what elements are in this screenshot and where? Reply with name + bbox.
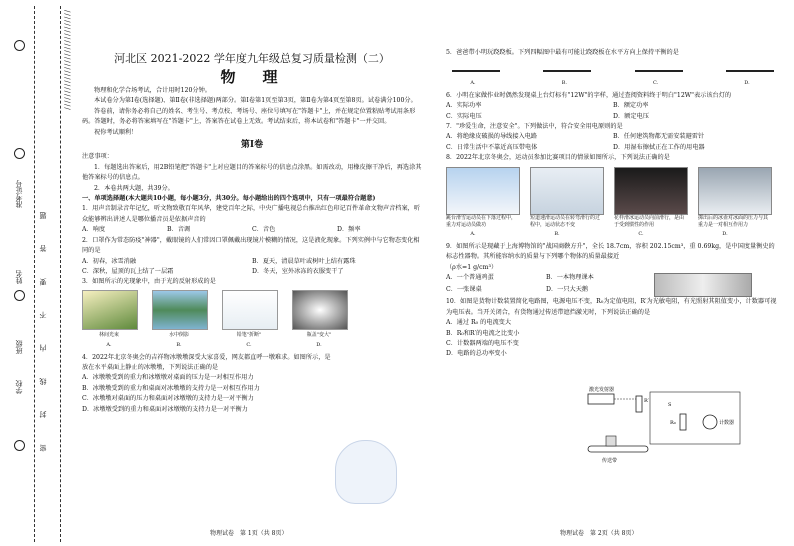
figure-label: A. [470,80,476,87]
seesaw-image [720,62,780,78]
exam-title: 河北区 2021-2022 学年度九年级总复习质量检测（二） [114,52,390,65]
diagram-label: 计数器 [719,420,735,426]
question-stem: 7．"珍爱生命，注意安全"。下列做法中，符合安全用电原则的是 [446,123,623,131]
option: D．一只大天鹅 [546,286,589,294]
diagram-label: R₀ [670,420,676,426]
question-stem: 8．2022年北京冬奥会，运动员参加比赛项目的情景如图所示，下列说法正确的是 [446,154,670,162]
option: C．计数器两端的电压不变 [446,339,519,347]
caption: 掷出后的冰壶对冰面的压力与其重力是一对相互作用力 [698,214,769,228]
binding-hole [14,290,25,301]
diagram-label: S [668,402,672,408]
figure-label: C. [246,342,252,349]
right-column [446,48,780,360]
caption: 瓶盖"变大" [306,331,332,338]
option: C．音色 [252,226,276,234]
option: A．响度 [82,226,106,234]
option: A．一个普通鸡蛋 [446,274,494,282]
option: D．电路的总功率变小 [446,350,507,358]
option: B．夏天，清晨草叶或树叶上结有露珠 [252,257,356,265]
notes-heading: 注意事项： [82,153,113,161]
caption: 短道速滑运动员在转弯滑行的过程中，运动状态不变 [530,214,601,228]
diagram-label: 激光发射器 [589,387,615,393]
seesaw-figures [446,62,780,88]
option: D．冰墩墩受到的重力和桌面对冰墩墩的支持力是一对平衡力 [82,405,248,413]
option: A．实际功率 [446,102,482,110]
photoresistor [636,396,642,412]
density-note: （ρ水=1 g/cm³） [446,263,498,271]
figure-label: B. [554,230,560,237]
option: B．R₀和R′的电流之比变小 [446,329,520,337]
option: C．实际电压 [446,112,482,120]
intro-line: 祝你考试顺利！ [94,128,138,136]
speed-skating-photo [530,167,604,215]
section-heading: 一、单项选择题(本大题共10小题，每小题3分，共30分。每小题给出的四个选项中，只有一项最符合题意) [82,195,376,203]
option: A．初春，冰雪消融 [82,257,136,265]
diagram-label: 传送带 [602,458,618,464]
option: B．冰墩墩受到的重力和桌面对冰墩墩的支持力是一对相互作用力 [82,384,260,392]
figure-label: D. [722,230,728,237]
subject-title: 物 理 [220,68,284,86]
options [446,132,780,153]
option: D．频率 [337,226,361,234]
circuit-wire [650,392,740,444]
forest-light-image [82,290,138,330]
option: D．用湿布擦拭正在工作的用电器 [613,143,705,151]
options [446,101,780,122]
option: B．一本物理课本 [546,274,594,282]
intro-line: 物理和化学合场考试，合计用时120分钟。 [94,87,211,94]
options [82,225,422,235]
ski-jump-photo [446,167,520,215]
olympic-photos [446,167,780,239]
caption: 花样滑冰运动员向前滑行，是由于受到惯性的作用 [614,214,685,228]
fixed-resistor [680,414,686,430]
figure-skating-photo [614,167,688,215]
question-stem: 9．如图所示是现藏于上海博物馆的"战国商鞅方升"，全长 18.7cm，容积 202.15cm³，重 0.69kg，是中国度量衡史的标志性器物。其所能容纳水的质量与下列哪个物体的质量最接近 [446,243,775,261]
school-label: 学校 [15,380,23,394]
counter-circuit-diagram [588,387,748,468]
question-stem: 5．爸爸带小明玩跷跷板。下列四幅图中最有可能让跷跷板在水平方向上保持平衡的是 [446,49,679,56]
seal-text: 密 封 线 内 不 要 答 题 [39,200,47,452]
figure-label: C. [638,230,644,237]
binding-strip [0,0,72,546]
option: B．音调 [167,226,191,234]
intro-line: 本试卷分为第Ⅰ卷(选择题)、第Ⅱ卷(非选择题)两部分。第Ⅰ卷第1页至第3页，第Ⅱ卷为第4页至第8页。试卷满分100分。 [94,97,417,105]
shang-yang-vessel-image [654,273,752,297]
laser-emitter [588,394,614,404]
reflection-image [152,290,208,330]
options [82,257,422,278]
question-stem: 6．小明在家做作业时偶然发现桌上台灯标有"12W"的字样，通过查阅资料终于明白"12W"表示该台灯的 [446,91,732,99]
note-item: 1．每题选出答案后，用2B铅笔把"答题卡"上对应题目的答案标号的信息点涂黑。如需改动，用橡皮擦干净后，再选涂其他答案标号的信息点。 [82,163,422,182]
figure-label: A. [106,342,112,349]
diagram-label: R′ [644,398,649,404]
option: A．冰墩墩受到的重力和冰墩墩对桌面的压力是一对相互作用力 [82,374,254,382]
page-footer: 物理试卷 第 2页（共 8页） [560,530,638,537]
magnifier-image [292,290,348,330]
part-heading: 第Ⅰ卷 [240,140,264,151]
seal-line [34,6,35,542]
figure-label: B. [176,342,182,349]
question-stem: 1．用声音制录音年记忆，听文物致敬百年风华，建党百年之际，中央广播电视总台推出红色印记百件革命文物声音档案，听众能够辨出讲述人是哪位播音员是依据声音的 [82,205,421,223]
seesaw-image [629,62,689,78]
q10-options [446,318,582,360]
class-label: 班级 [15,340,23,354]
cargo-box [606,436,616,446]
figure-label: D. [316,342,322,349]
question-stem: 3．如图所示的光现象中，由于光的反射形成的是 [82,278,216,286]
question-stem: 4．2022年北京冬奥会的吉祥物冰墩墩深受大家喜爱，网友都直呼一墩难求。如图所示，是放在水平桌面上静止的冰墩墩，下列说法正确的是 [82,353,331,371]
figure-label: D. [744,80,750,87]
left-column [82,86,422,415]
q9-body [446,273,780,297]
options [446,273,646,297]
binding-hole [14,148,25,159]
binding-hole [14,40,25,51]
caption: 水中倒影 [168,331,189,338]
seesaw-image [537,62,597,78]
option: D．额定电压 [613,112,649,120]
option: A．将绝缘皮破损的导线接入电路 [446,133,538,141]
option: B．额定功率 [613,102,649,110]
conveyor-belt [588,446,648,452]
curling-photo [698,167,772,215]
seal-line-inner [60,6,61,542]
intro-line: 答卷前，请你务必将自己的姓名、考生号、考点校、考场号、座位号填写在"答题卡"上，并在规定位置粘贴考试用条形码。答题时，务必将答案填写在"答题卡"上，答案答在试卷上无效。考试结束后，将本试卷和"答题卡"一并交回。 [82,107,416,126]
question-stem: 2．口罩作为常态防疫"神器"，戴眼镜的人们常因口罩佩戴出现镜片模糊的情况，这是液化现象。下列实例中与它物态变化相同的是 [82,236,420,255]
caption: 林间光束 [98,331,119,338]
option: A．通过 R₀ 的电流变大 [446,319,512,327]
option: C．一张课桌 [446,286,482,294]
slash-border: ////////////////////////////// [63,10,71,111]
option: D．冬天，室外冰冻的衣服变干了 [252,267,344,275]
figure-label: C. [653,80,659,87]
figure-row [82,290,422,351]
option: B．任何建筑物都无需安装避雷针 [613,133,705,141]
binding-hole [14,440,25,451]
exam-number-label: 准考证号 [15,180,23,208]
question-stem: 10．如图是货物计数装置简化电路图，电源电压不变，R₀为定值电阻，R′为光敏电阻，有光照射其阻值变小，计数器可视为电压表。当开关闭合，有货物通过传送带遮挡激光时，下列说法正确的是 [446,298,777,316]
caption: 跳台滑雪运动员在下落过程中，重力对运动员做功 [446,214,517,228]
figure-label: A. [470,230,476,237]
page-footer: 物理试卷 第 1页（共 8页） [210,530,288,537]
figure-label: B. [561,80,567,87]
option: C．冰墩墩对桌面的压力和桌面对冰墩墩的支持力是一对平衡力 [82,395,254,403]
option: C．日常生活中不靠近高压带电体 [446,143,538,151]
counter-meter [703,415,717,429]
option: C．深秋，屋顶的瓦上结了一层霜 [82,267,174,275]
caption: 铅笔"折断" [236,331,262,338]
pencil-glass-image [222,290,278,330]
note-item: 2．本卷共两大题，共39分。 [94,184,174,192]
seesaw-image [446,62,506,78]
bing-dwen-dwen-image [335,440,397,504]
name-label: 姓名 [15,270,23,284]
